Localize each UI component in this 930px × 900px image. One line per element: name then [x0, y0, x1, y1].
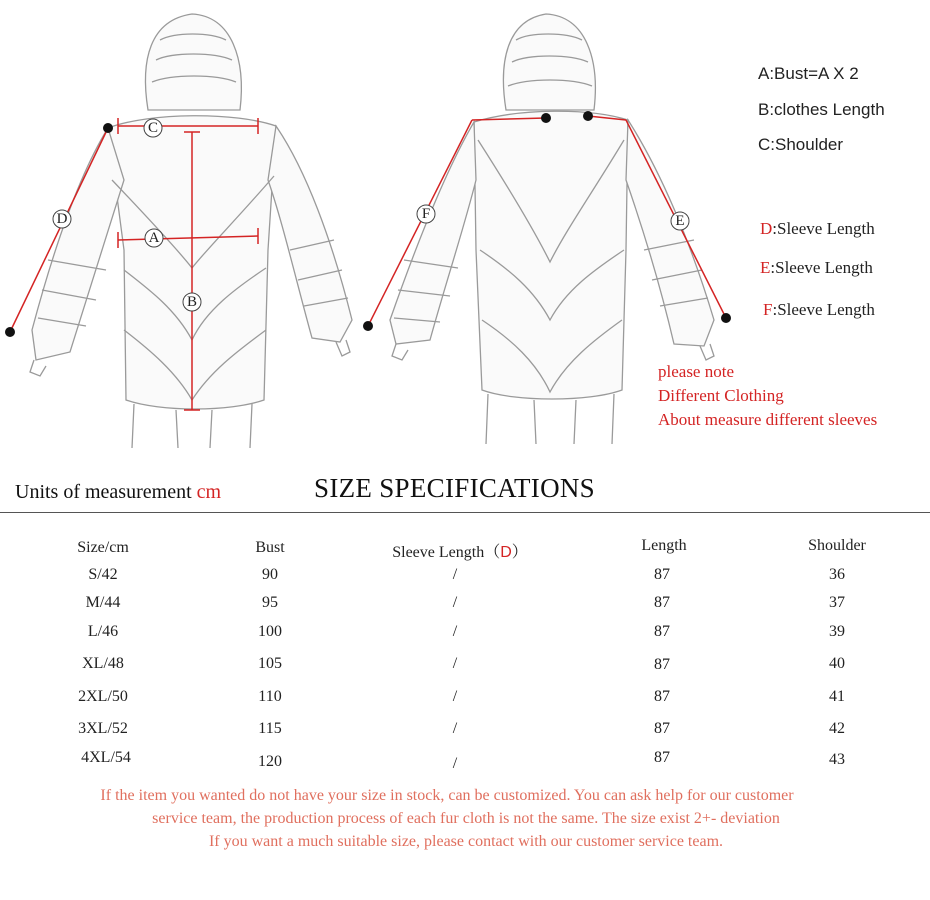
cell-bust: 110 [258, 688, 282, 705]
cell-bust: 120 [258, 753, 282, 770]
cell-bust: 105 [258, 655, 282, 672]
cell-length: 87 [654, 720, 670, 737]
svg-text:D: D [56, 211, 68, 227]
cell-sleeve: / [452, 720, 458, 737]
legend-clothes-length: B:clothes Length [758, 100, 885, 119]
label-a [145, 229, 163, 247]
marker-dot [541, 113, 551, 123]
marker-dot [583, 111, 593, 121]
units-of-measurement [15, 481, 221, 504]
marker-dot [103, 123, 113, 133]
legend-sleeve-d [760, 219, 875, 239]
cell-shoulder: 43 [829, 751, 845, 768]
legend-text-e: :Sleeve Length [770, 258, 873, 277]
label-b [183, 293, 201, 311]
cell-shoulder: 42 [829, 720, 845, 737]
header-size: Size/cm [77, 539, 129, 556]
header-sleeve-close: ） [511, 544, 528, 561]
cell-size: L/46 [87, 623, 119, 640]
cell-size: M/44 [85, 594, 121, 611]
legend-text-f: :Sleeve Length [772, 300, 875, 319]
cell-bust: 115 [258, 720, 282, 737]
cell-shoulder: 39 [829, 623, 845, 640]
header-sleeve-text: Sleeve Length（ [392, 544, 501, 561]
cell-size: 2XL/50 [78, 688, 128, 705]
svg-text:C: C [147, 120, 159, 136]
cell-size: S/42 [88, 566, 118, 583]
title-divider [0, 512, 930, 513]
marker-dot [5, 327, 15, 337]
cell-shoulder: 37 [829, 594, 845, 611]
cell-sleeve: / [452, 755, 458, 772]
svg-text:B: B [186, 294, 198, 310]
header-sleeve-length [392, 539, 528, 562]
header-sleeve-key: D [500, 544, 512, 561]
cell-sleeve: / [452, 566, 458, 583]
cell-bust: 100 [258, 623, 282, 640]
legend-sleeve-e [760, 258, 873, 278]
svg-text:F: F [421, 206, 431, 222]
legend-bust: A:Bust=A X 2 [758, 64, 859, 83]
cell-bust: 95 [262, 594, 278, 611]
footer-line-1: If the item you wanted do not have your size in stock, can be customized. You can ask help for our customer [100, 787, 794, 804]
footer-line-2: service team, the production process of each fur cloth is not the same. The size exist 2+- deviation [152, 810, 780, 827]
note-line-1: please note [658, 362, 734, 381]
marker-dot [721, 313, 731, 323]
cell-shoulder: 40 [829, 655, 845, 672]
page-title: SIZE SPECIFICATIONS [314, 473, 595, 503]
legend-key-d: D [760, 219, 773, 238]
cell-shoulder: 36 [829, 566, 845, 583]
cell-size: XL/48 [82, 655, 124, 672]
label-e [671, 212, 689, 230]
cell-size: 4XL/54 [81, 749, 131, 766]
cell-shoulder: 41 [829, 688, 845, 705]
label-f [417, 205, 435, 223]
label-d [53, 210, 71, 228]
footer-line-3: If you want a much suitable size, please contact with our customer service team. [208, 833, 724, 850]
cell-length: 87 [654, 688, 670, 705]
svg-text:A: A [148, 230, 160, 246]
cell-size: 3XL/52 [78, 720, 128, 737]
cell-sleeve: / [452, 623, 458, 640]
svg-text:E: E [675, 213, 685, 229]
cell-length: 87 [654, 656, 670, 673]
note-line-3: About measure different sleeves [658, 410, 878, 429]
legend-text-d: :Sleeve Length [772, 219, 875, 238]
cell-sleeve: / [452, 688, 458, 705]
legend-shoulder: C:Shoulder [758, 135, 844, 154]
cell-length: 87 [654, 749, 670, 766]
legend-sleeve-f [763, 300, 875, 320]
cell-sleeve: / [452, 655, 458, 672]
cell-bust: 90 [262, 566, 278, 583]
legend-key-e: E [760, 258, 771, 277]
label-c [144, 119, 162, 137]
header-length: Length [641, 537, 687, 554]
units-value: cm [196, 481, 222, 503]
header-bust: Bust [255, 539, 285, 556]
front-coat-sketch [30, 14, 352, 448]
cell-length: 87 [654, 623, 670, 640]
cell-length: 87 [654, 566, 670, 583]
cell-length: 87 [654, 594, 670, 611]
legend-key-f: F [763, 300, 773, 319]
header-shoulder: Shoulder [808, 537, 866, 554]
note-line-2: Different Clothing [658, 386, 784, 405]
units-prefix: Units of measurement [15, 481, 197, 503]
marker-dot [363, 321, 373, 331]
cell-sleeve: / [452, 594, 458, 611]
